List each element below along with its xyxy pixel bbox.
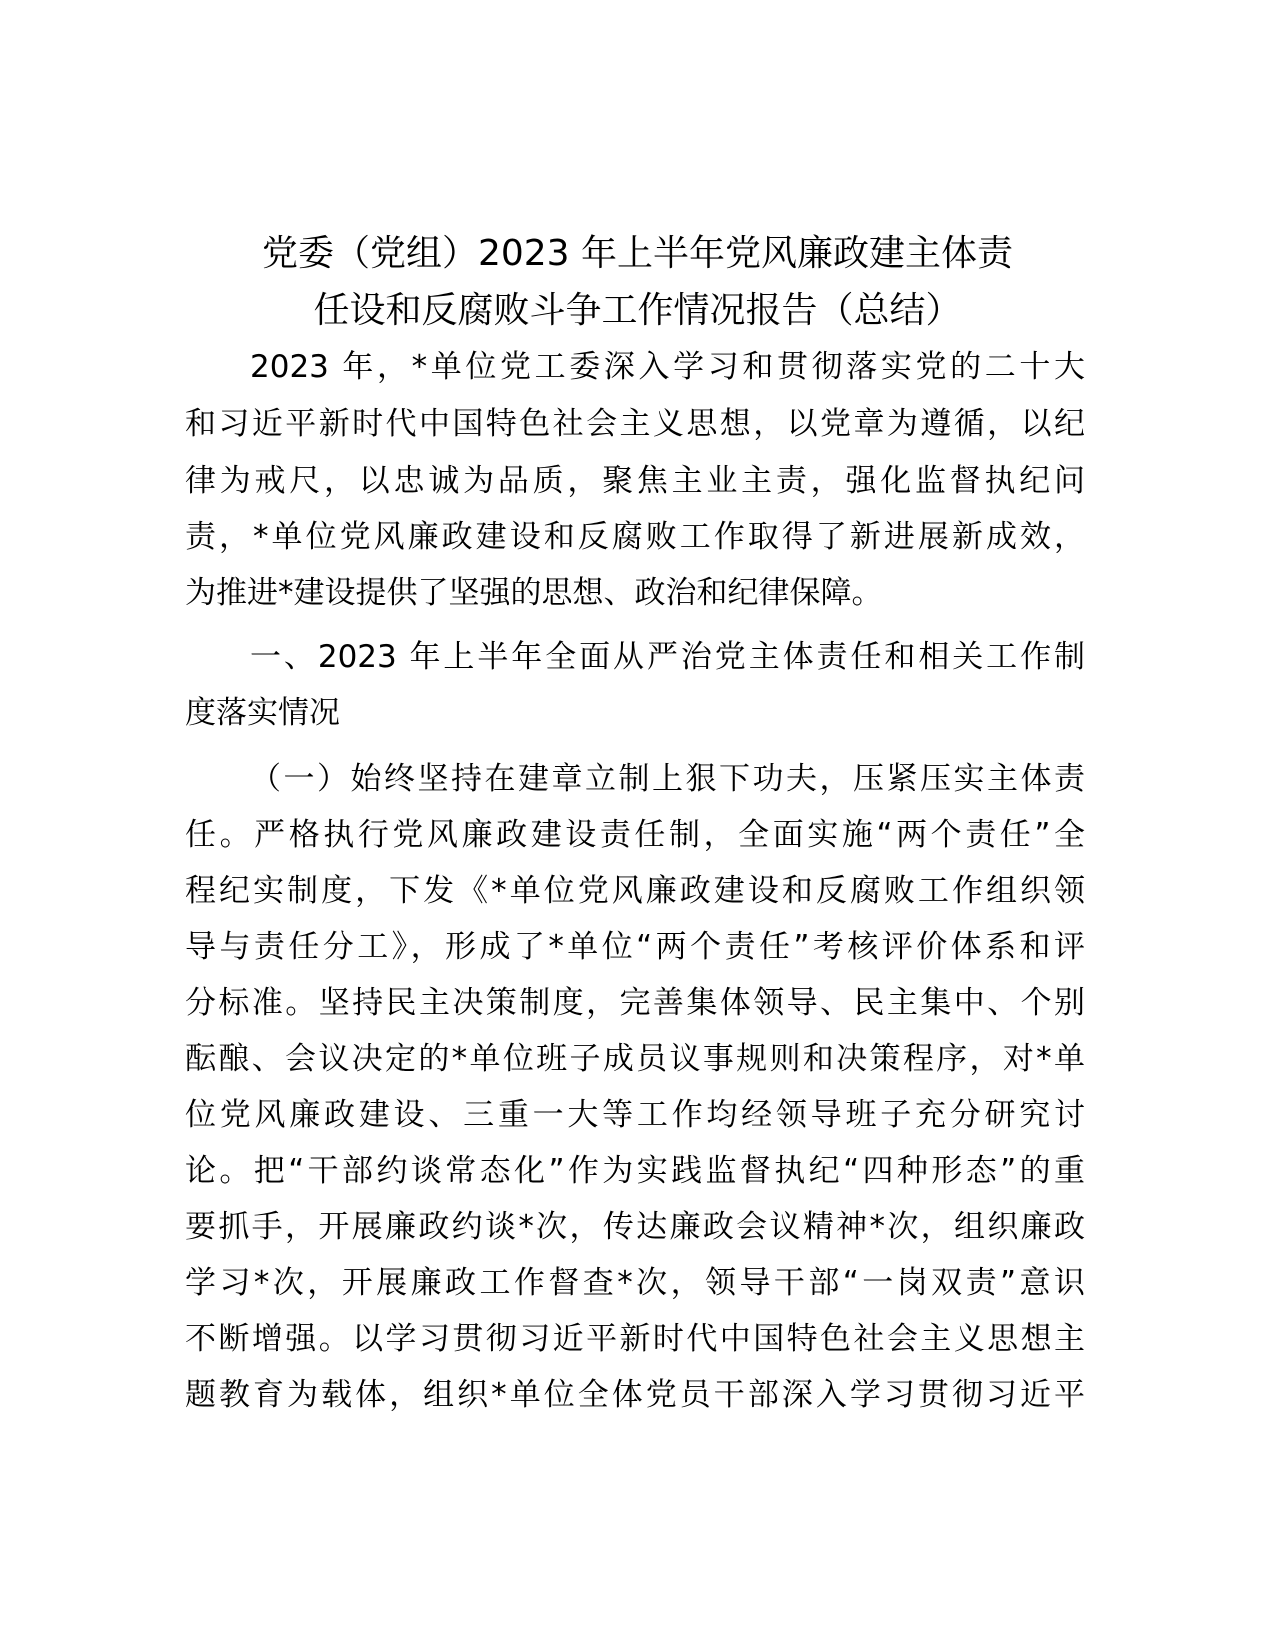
section-heading-line-1: 一、2023 年上半年全面从严治党主体责任和相关工作制: [250, 639, 1085, 675]
paragraph-1-line-2: 和习近平新时代中国特色社会主义思想，以党章为遵循，以纪: [185, 406, 1085, 442]
paragraph-3-line-10: 学习*次，开展廉政工作督查*次，领导干部“一岗双责”意识: [185, 1265, 1085, 1301]
paragraph-3-line-4: 导与责任分工》，形成了*单位“两个责任”考核评价体系和评: [185, 929, 1085, 965]
document-title-line-1: 党委（党组）2023 年上半年党风廉政建主体责: [261, 233, 1014, 274]
paragraph-3-line-7: 位党风廉政建设、三重一大等工作均经领导班子充分研究讨: [185, 1097, 1085, 1133]
document-title-line-2: 任设和反腐败斗争工作情况报告（总结）: [313, 290, 962, 331]
paragraph-3-line-2: 任。严格执行党风廉政建设责任制，全面实施“两个责任”全: [185, 817, 1085, 853]
paragraph-3-line-5: 分标准。坚持民主决策制度，完善集体领导、民主集中、个别: [185, 985, 1085, 1021]
paragraph-3-line-6: 酝酿、会议决定的*单位班子成员议事规则和决策程序，对*单: [185, 1041, 1085, 1077]
paragraph-3-line-9: 要抓手，开展廉政约谈*次，传达廉政会议精神*次，组织廉政: [185, 1209, 1085, 1245]
paragraph-1-line-4: 责，*单位党风廉政建设和反腐败工作取得了新进展新成效，: [185, 519, 1085, 555]
paragraph-1-line-1: 2023 年，*单位党工委深入学习和贯彻落实党的二十大: [250, 349, 1085, 385]
paragraph-3-line-8: 论。把“干部约谈常态化”作为实践监督执纪“四种形态”的重: [185, 1153, 1085, 1189]
paragraph-1-line-3: 律为戒尺，以忠诚为品质，聚焦主业主责，强化监督执纪问: [185, 463, 1085, 499]
paragraph-3-line-3: 程纪实制度，下发《*单位党风廉政建设和反腐败工作组织领: [185, 873, 1085, 909]
section-heading-line-2: 度落实情况: [185, 695, 340, 731]
paragraph-3-line-11: 不断增强。以学习贯彻习近平新时代中国特色社会主义思想主: [185, 1321, 1085, 1357]
paragraph-3-line-1: （一）始终坚持在建章立制上狠下功夫，压紧压实主体责: [250, 761, 1085, 797]
paragraph-3-line-12: 题教育为载体，组织*单位全体党员干部深入学习贯彻习近平: [185, 1377, 1085, 1413]
paragraph-1-line-5: 为推进*建设提供了坚强的思想、政治和纪律保障。: [185, 575, 883, 611]
